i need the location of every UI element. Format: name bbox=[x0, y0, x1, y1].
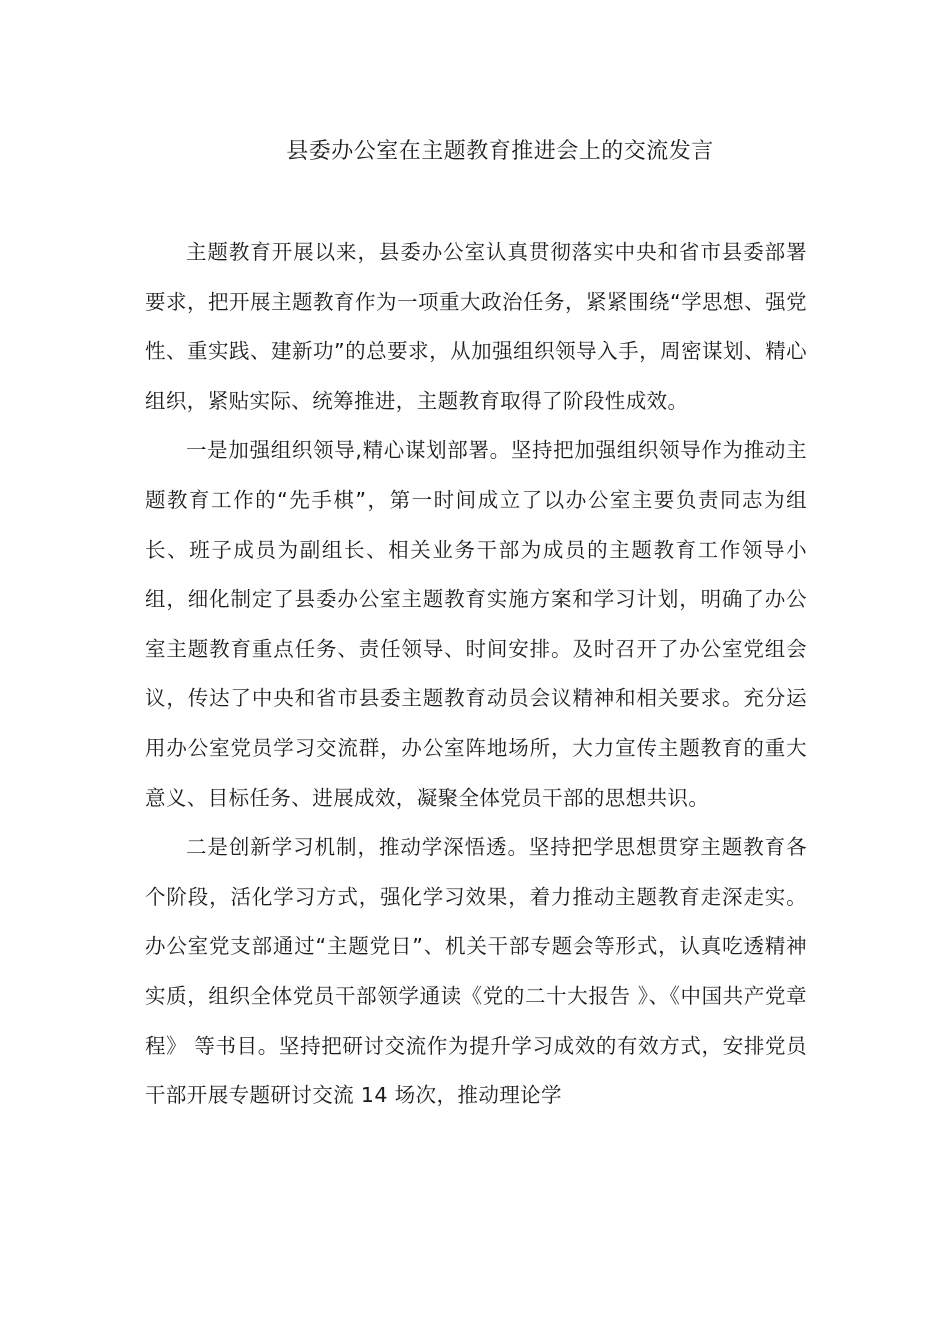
document-title: 县委办公室在主题教育推进会上的交流发言 bbox=[286, 139, 714, 164]
paragraph-organization-leadership: 一是加强组织领导,精心谋划部署。坚持把加强组织领导作为推动主题教育工作的“先手棋”，第一时间成立了以办公室主要负责同志为组长、班子成员为副组长、相关业务干部为成员的主题教育工作领导小组，细化制定了县委办公室主题教育实施方案和学习计划，明确了办公室主题教育重点任务、责任领导、时间安排。及时召开了办公室党组会议，传达了中央和省市县委主题教育动员会议精神和相关要求。充分运用办公室党员学习交流群，办公室阵地场所，大力宣传主题教育的重大意义、目标任务、进展成效，凝聚全体党员干部的思想共识。 bbox=[145, 438, 807, 810]
paragraph-intro: 主题教育开展以来，县委办公室认真贯彻落实中央和省市县委部署要求，把开展主题教育作为一项重大政治任务，紧紧围绕“学思想、强党性、重实践、建新功”的总要求，从加强组织领导入手，周密谋划、精心组织，紧贴实际、统筹推进，主题教育取得了阶段性成效。 bbox=[145, 240, 807, 413]
paragraph-learning-mechanism: 二是创新学习机制，推动学深悟透。坚持把学思想贯穿主题教育各个阶段，活化学习方式，强化学习效果，着力推动主题教育走深走实。办公室党支部通过“主题党日”、机关干部专题会等形式，认真吃透精神实质，组织全体党员干部领学通读《党的二十大报告 》、《中国共产党章程》 等书目。坚持把研讨交流作为提升学习成效的有效方式，安排党员干部开展专题研讨交流 14 场次，推动理论学 bbox=[145, 835, 807, 1108]
document-body bbox=[145, 228, 807, 1121]
